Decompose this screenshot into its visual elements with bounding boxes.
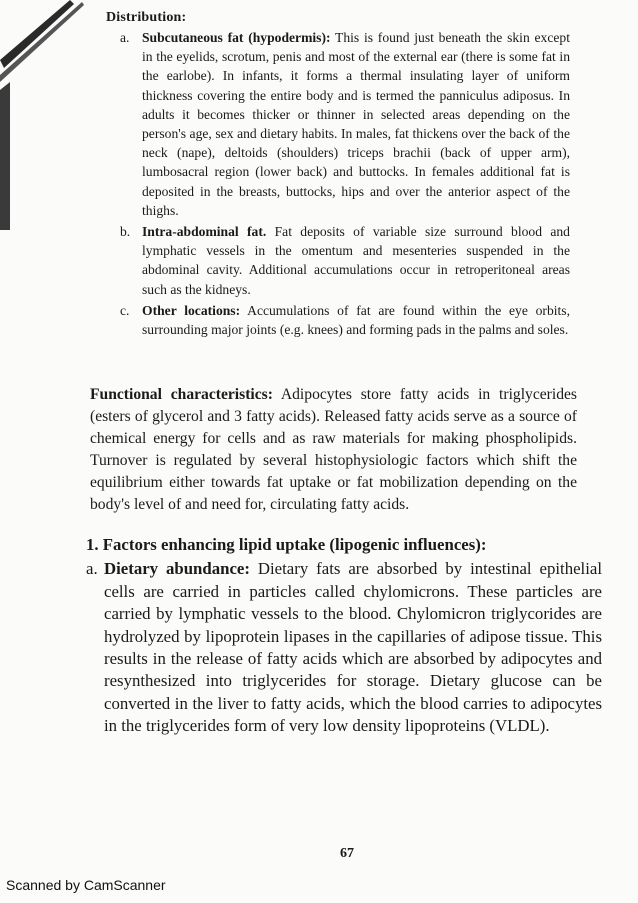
distribution-list [120,28,570,339]
item-text: Dietary fats are absorbed by intestinal epithelial cells are carried in particles called chylomicrons. These particles are carried by lymphatic vessels to the blood. Chylomicron triglycorides are hydrolyzed by lipoprotein lipases in the capillaries of adipose tissue. This results in the release of fatty acids which are absorbed by adipocytes and resynthesized into triglycerides for storage. Dietary glucose can be converted in the liver to fatty acids, which the blood carries to adipocytes in the triglycerides form of very low density lipoproteins (VLDL). [104,559,602,736]
functional-text: Adipocytes store fatty acids in triglycerides (esters of glycerol and 3 fatty acids). Released fatty acids serve as a source of chemical energy for cells and as raw materials for making phospholipids. Turnover is regulated by several histophysiologic factors which shift the equilibrium either towards fat uptake or fat mobilization depending on the body's level of and need for, circulating fatty acids. [90,385,577,513]
list-item [86,558,602,737]
list-item [120,222,570,299]
functional-paragraph [90,384,577,516]
functional-heading: Functional characteristics: [90,385,273,403]
item-heading: Intra-abdominal fat. [142,224,267,240]
factors-heading: 1. Factors enhancing lipid uptake (lipogenic influences): [86,535,487,554]
item-label: a. [120,30,130,45]
item-label: c. [120,302,130,318]
scanner-watermark: Scanned by CamScanner [6,877,166,893]
item-heading: Subcutaneous fat (hypodermis): [142,30,331,45]
list-item [120,301,570,339]
list-item [120,28,570,220]
item-label: a. [86,559,98,579]
item-label: b. [120,224,131,240]
item-heading: Other locations: [142,302,241,318]
item-text: Fat deposits of variable size surround blood and lymphatic vessels in the omentum and mesenteries suspended in the abdominal cavity. Additional accumulations occur in retroperitoneal areas such as the kidneys. [142,224,570,297]
factors-section [86,534,602,738]
item-heading: Dietary abundance: [104,559,250,579]
page-number: 67 [340,846,354,861]
item-text: This is found just beneath the skin except in the eyelids, scrotum, penis and most of the external ear (there is some fat in the earlobe). In infants, it forms a thermal insulating layer of uniform thickness covering the entire body and is termed the panniculus adiposus. In adults it becomes thicker or thinner in selected areas depending on the person's age, sex and dietary habits. In males, fat thickens over the back of the neck (nape), deltoids (shoulders) triceps brachii (back of upper arm), lumbosacral region (lower back) and buttocks. In females additional fat is deposited in the breasts, buttocks, hips and over the anterior aspect of the thighs. [142,30,570,218]
item-text: Accumulations of fat are found within the eye orbits, surrounding major joints (e.g. knees) and forming pads in the palms and soles. [142,302,570,338]
distribution-heading: Distribution: [106,10,187,25]
